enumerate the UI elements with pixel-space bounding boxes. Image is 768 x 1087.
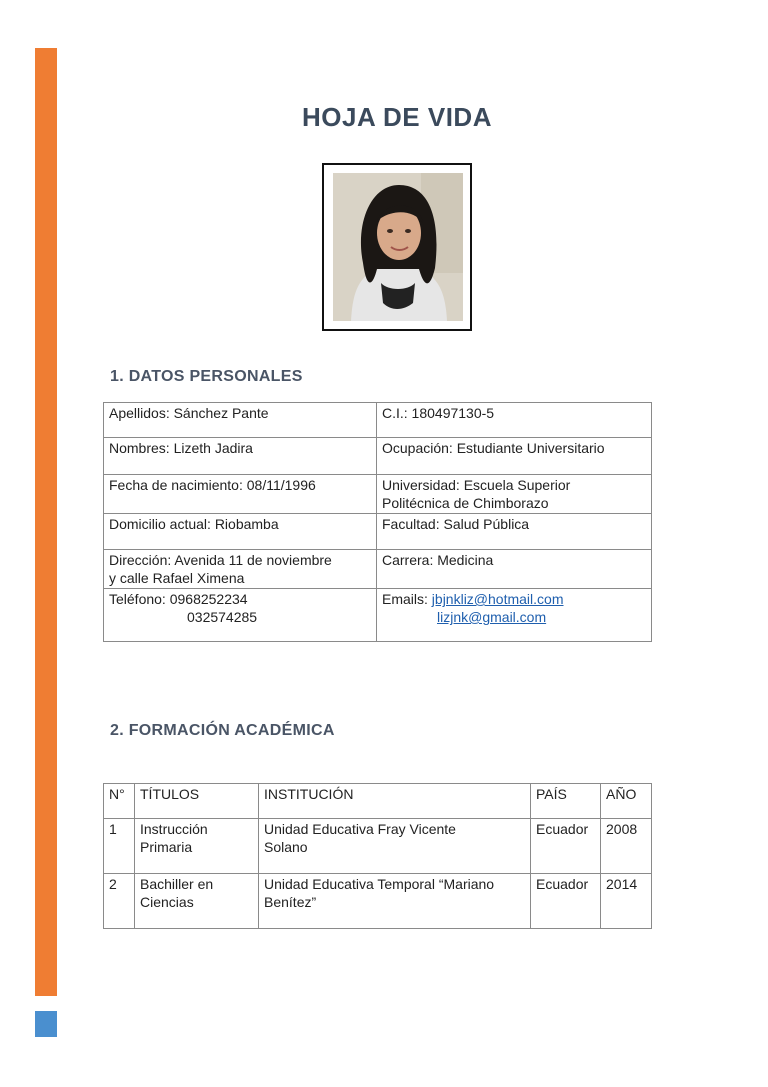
decorative-side-bar <box>35 48 57 996</box>
institucion-line-2: Solano <box>264 839 308 855</box>
header-anio: AÑO <box>601 784 652 819</box>
table-row <box>104 475 652 514</box>
email-link-hotmail[interactable]: jbjnkliz@hotmail.com <box>431 591 564 607</box>
table-header-row <box>104 784 652 819</box>
profile-photo <box>333 173 463 321</box>
row-pais: Ecuador <box>531 874 601 929</box>
table-row <box>104 438 652 475</box>
ci-cell: C.I.: 180497130-5 <box>377 403 652 438</box>
facultad-cell: Facultad: Salud Pública <box>377 514 652 550</box>
header-n: N° <box>104 784 135 819</box>
table-row <box>104 589 652 642</box>
table-row <box>104 819 652 874</box>
apellidos-cell: Apellidos: Sánchez Pante <box>104 403 377 438</box>
row-anio: 2008 <box>601 819 652 874</box>
row-institucion <box>259 874 531 929</box>
universidad-cell <box>377 475 652 514</box>
profile-photo-frame <box>322 163 472 331</box>
row-institucion <box>259 819 531 874</box>
emails-cell <box>377 589 652 642</box>
titulo-line-1: Bachiller en <box>140 876 214 892</box>
universidad-line-2: Politécnica de Chimborazo <box>382 495 549 511</box>
direccion-cell <box>104 550 377 589</box>
section-heading-personal: 1. DATOS PERSONALES <box>110 368 303 385</box>
table-row <box>104 874 652 929</box>
titulo-line-2: Primaria <box>140 839 193 855</box>
table-row <box>104 514 652 550</box>
universidad-line-1: Universidad: Escuela Superior <box>382 477 571 493</box>
header-pais: PAÍS <box>531 784 601 819</box>
nombres-cell: Nombres: Lizeth Jadira <box>104 438 377 475</box>
email-link-gmail[interactable]: lizjnk@gmail.com <box>437 609 547 625</box>
institucion-line-2: Benítez” <box>264 894 317 910</box>
emails-label: Emails: <box>382 591 432 607</box>
row-number: 2 <box>104 874 135 929</box>
titulo-line-1: Instrucción <box>140 821 208 837</box>
telefono-cell <box>104 589 377 642</box>
section-heading-academic: 2. FORMACIÓN ACADÉMICA <box>110 722 335 739</box>
telefono-line-2: 032574285 <box>187 609 258 625</box>
academic-table <box>103 783 652 929</box>
table-row <box>104 550 652 589</box>
titulo-line-2: Ciencias <box>140 894 194 910</box>
row-anio: 2014 <box>601 874 652 929</box>
personal-data-table <box>103 402 652 642</box>
direccion-line-2: y calle Rafael Ximena <box>109 570 245 586</box>
table-row <box>104 403 652 438</box>
institucion-line-1: Unidad Educativa Fray Vicente <box>264 821 456 837</box>
domicilio-cell: Domicilio actual: Riobamba <box>104 514 377 550</box>
decorative-side-square <box>35 1011 57 1037</box>
direccion-line-1: Dirección: Avenida 11 de noviembre <box>109 552 332 568</box>
row-titulo <box>135 874 259 929</box>
carrera-cell: Carrera: Medicina <box>377 550 652 589</box>
page-title: HOJA DE VIDA <box>302 102 492 132</box>
row-titulo <box>135 819 259 874</box>
row-number: 1 <box>104 819 135 874</box>
institucion-line-1: Unidad Educativa Temporal “Mariano <box>264 876 495 892</box>
header-institucion: INSTITUCIÓN <box>259 784 531 819</box>
ocupacion-cell: Ocupación: Estudiante Universitario <box>377 438 652 475</box>
fecha-nacimiento-cell: Fecha de nacimiento: 08/11/1996 <box>104 475 377 514</box>
telefono-line-1: Teléfono: 0968252234 <box>109 591 248 607</box>
row-pais: Ecuador <box>531 819 601 874</box>
header-titulos: TÍTULOS <box>135 784 259 819</box>
